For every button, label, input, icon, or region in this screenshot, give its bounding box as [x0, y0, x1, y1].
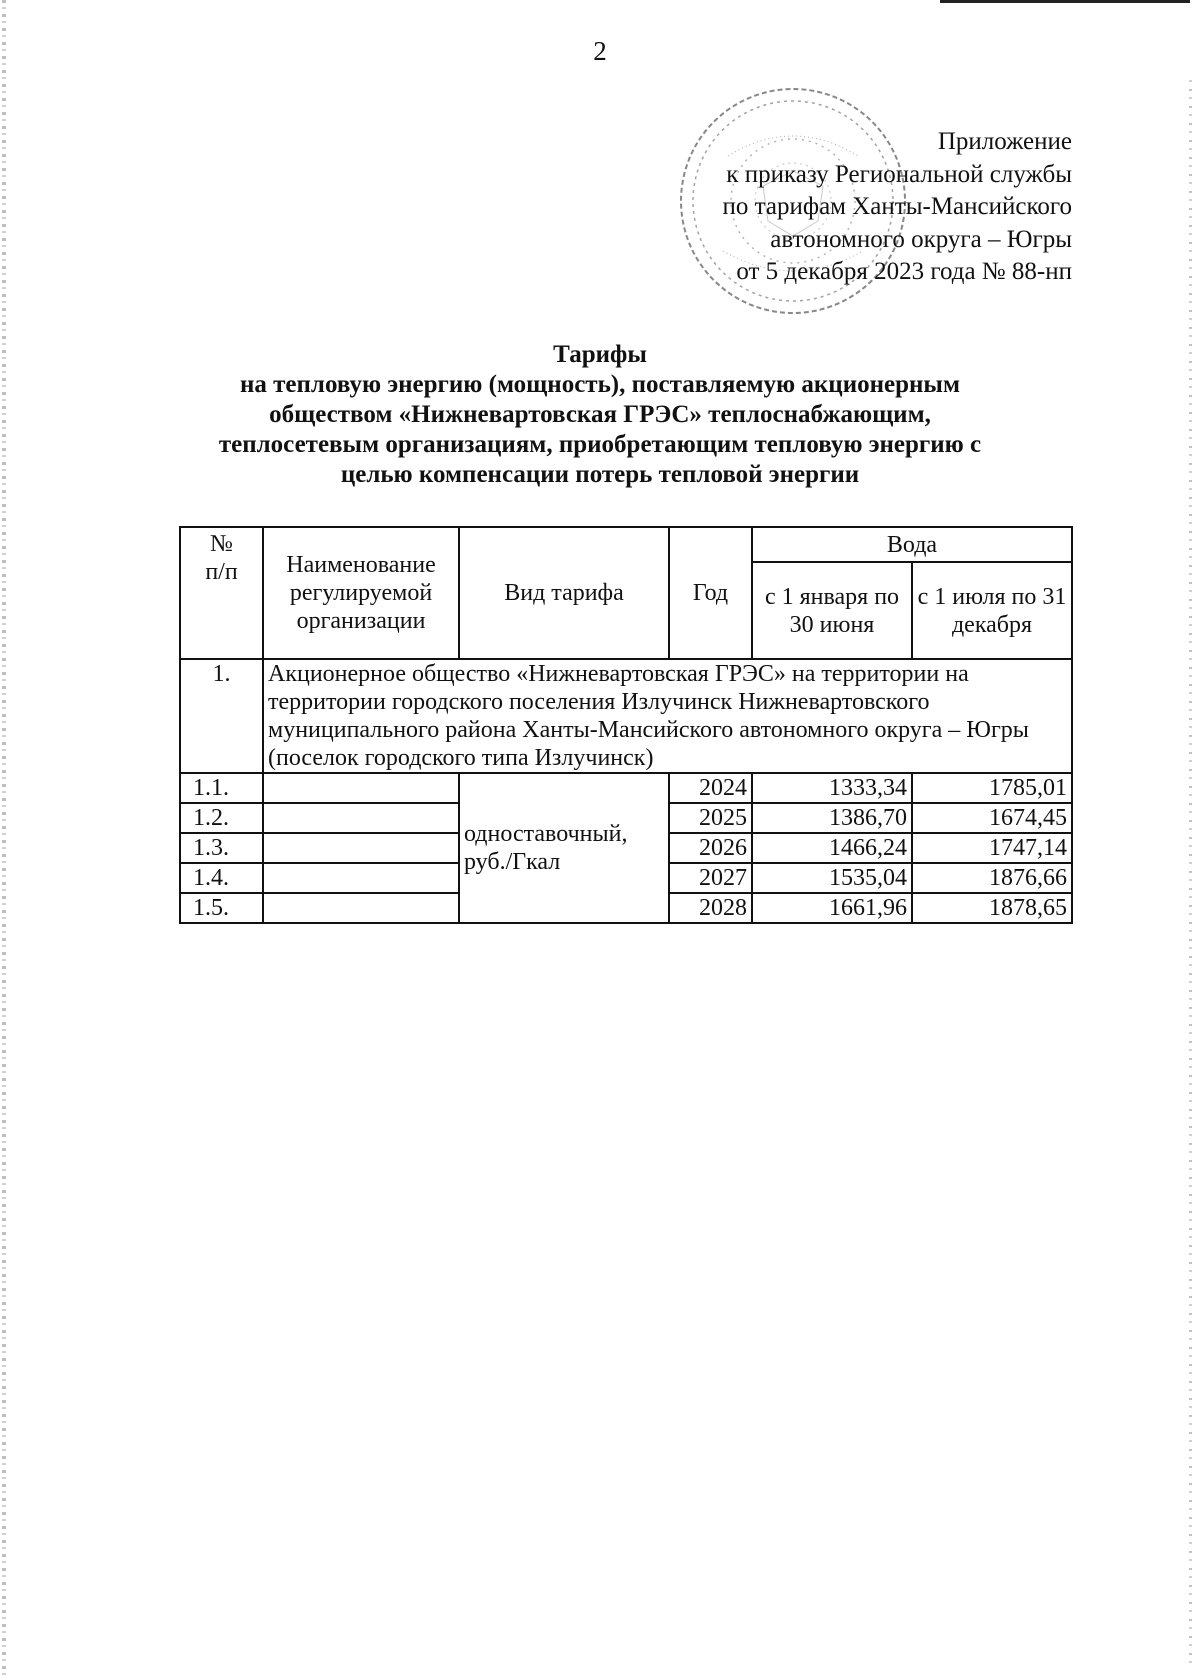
table-row	[180, 659, 1072, 773]
title-line: целью компенсации потерь тепловой энергии	[340, 461, 860, 488]
appendix-line: от 5 декабря 2023 года № 88-нп	[736, 258, 1072, 285]
row-value-1: 1535,04	[752, 863, 912, 893]
appendix-line: по тарифам Ханты-Мансийского	[722, 193, 1072, 220]
appendix-line: автономного округа – Югры	[770, 225, 1072, 253]
row-value-1: 1661,96	[752, 893, 912, 923]
row-num: 1.5.	[180, 893, 263, 923]
row-num: 1.2.	[180, 803, 263, 833]
row-org	[263, 893, 459, 923]
appendix-line: Приложение	[937, 128, 1072, 155]
row-value-2: 1674,45	[912, 803, 1072, 833]
row-org	[263, 833, 459, 863]
row-value-2: 1785,01	[912, 773, 1072, 803]
page-number: 2	[593, 36, 607, 66]
appendix-block	[723, 126, 1072, 289]
header-type: Вид тарифа	[459, 527, 669, 659]
title-heading: Тарифы	[553, 341, 647, 368]
title-line: на тепловую энергию (мощность), поставляемую акционерным	[240, 371, 960, 398]
row-num: 1.3.	[180, 833, 263, 863]
org-row-num: 1.	[180, 659, 263, 773]
row-value-2: 1878,65	[912, 893, 1072, 923]
row-value-2: 1876,66	[912, 863, 1072, 893]
header-num: № п/п	[180, 527, 263, 659]
title-line: теплосетевым организациям, приобретающим тепловую энергию с	[218, 431, 982, 458]
row-value-1: 1333,34	[752, 773, 912, 803]
row-year: 2027	[669, 863, 752, 893]
scan-edge-left	[2, 0, 6, 1678]
header-group-water: Вода	[752, 527, 1072, 562]
row-year: 2026	[669, 833, 752, 863]
row-year: 2028	[669, 893, 752, 923]
document-title	[150, 340, 1050, 490]
scan-edge-top	[940, 0, 1190, 3]
tariff-type: одноставочный, руб./Гкал	[459, 773, 669, 923]
row-org	[263, 863, 459, 893]
header-year: Год	[669, 527, 752, 659]
row-num: 1.4.	[180, 863, 263, 893]
header-org: Наименование регулируемой организации	[263, 527, 459, 659]
tariffs-table	[179, 526, 1073, 924]
row-value-2: 1747,14	[912, 833, 1072, 863]
row-year: 2025	[669, 803, 752, 833]
row-value-1: 1386,70	[752, 803, 912, 833]
row-org	[263, 773, 459, 803]
row-year: 2024	[669, 773, 752, 803]
header-period-1: с 1 января по 30 июня	[752, 562, 912, 659]
table-header-row	[180, 527, 1072, 562]
scan-edge-right	[1189, 80, 1192, 1670]
row-value-1: 1466,24	[752, 833, 912, 863]
row-num: 1.1.	[180, 773, 263, 803]
appendix-line: к приказу Региональной службы	[726, 160, 1072, 188]
header-period-2: с 1 июля по 31 декабря	[912, 562, 1072, 659]
table-row	[180, 773, 1072, 803]
title-line: обществом «Нижневартовская ГРЭС» теплоснабжающим,	[269, 401, 931, 428]
row-org	[263, 803, 459, 833]
org-row-text: Акционерное общество «Нижневартовская ГРЭС» на территории на территории городского поселения Излучинск Нижневартовского муниципального района Ханты-Мансийского автономного округа – Югры (поселок городского типа Излучинск)	[263, 659, 1072, 773]
